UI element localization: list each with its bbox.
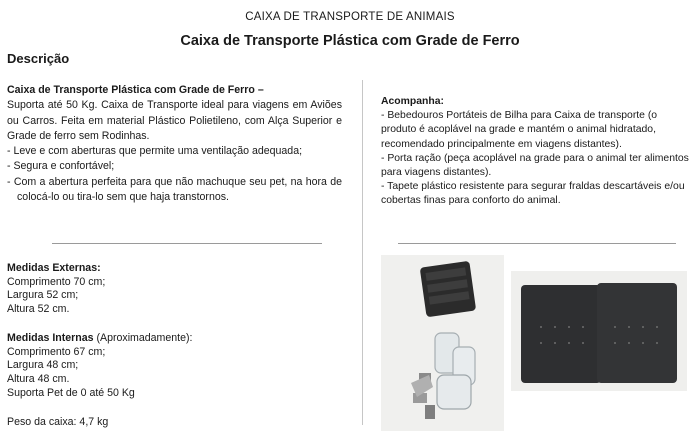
- category-label: CAIXA DE TRANSPORTE DE ANIMAIS: [245, 11, 455, 23]
- box-weight: Peso da caixa: 4,7 kg: [7, 416, 109, 428]
- right-separator: [398, 243, 676, 244]
- description-bullet: - Leve e com aberturas que permite uma ventilação adequada;: [7, 145, 303, 158]
- internal-measures: [7, 332, 192, 401]
- page-title: Caixa de Transporte Plástica com Grade de Ferro: [180, 33, 520, 49]
- description-subtitle: Caixa de Transporte Plástica com Grade de Ferro –: [7, 84, 264, 96]
- external-measures-title: Medidas Externas:: [7, 262, 101, 274]
- floor-mat-photo: [511, 271, 687, 391]
- accompanies-item: - Bebedouros Portáteis de Bilha para Caixa de transporte (o produto é acoplável na grade e mantém o animal hidratado, recomendado principalmente em viagens distantes).: [381, 110, 658, 150]
- description-block: [7, 83, 342, 205]
- description-bullet: - Segura e confortável;: [7, 160, 115, 173]
- accessories-photo: [381, 255, 504, 431]
- external-measure-line: Altura 52 cm.: [7, 303, 70, 316]
- internal-measure-line: Comprimento 67 cm;: [7, 345, 106, 358]
- external-measure-line: Comprimento 70 cm;: [7, 275, 106, 288]
- accompanies-block: [381, 95, 691, 209]
- external-measure-line: Largura 52 cm;: [7, 289, 79, 302]
- internal-measures-note: (Aproximadamente):: [93, 332, 193, 344]
- internal-measure-line: Altura 48 cm.: [7, 373, 70, 386]
- accompanies-title: Acompanha:: [381, 96, 444, 107]
- left-separator: [52, 243, 322, 244]
- internal-measure-line: Largura 48 cm;: [7, 359, 79, 372]
- column-divider: [362, 80, 363, 425]
- accompanies-item: - Porta ração (peça acoplável na grade para o animal ter alimentos para viagens distantes).: [381, 152, 689, 179]
- accompanies-item: - Tapete plástico resistente para segurar fraldas descartáveis e/ou cobertas finas para conforto do animal.: [381, 181, 685, 207]
- internal-measures-title: Medidas Internas: [7, 332, 94, 344]
- external-measures: [7, 262, 105, 317]
- internal-measure-line: Suporta Pet de 0 até 50 Kg: [7, 386, 135, 399]
- description-intro: Suporta até 50 Kg. Caixa de Transporte ideal para viagens em Aviões ou Carros. Feita em material Plástico Polietileno, com Alça Superior e Grade de ferro sem Rodinhas.: [7, 99, 342, 142]
- description-bullet: - Com a abertura perfeita para que não machuque seu pet, na hora de colocá-lo ou tira-lo sem que haja transtornos.: [7, 175, 342, 204]
- section-title: Descrição: [7, 51, 70, 66]
